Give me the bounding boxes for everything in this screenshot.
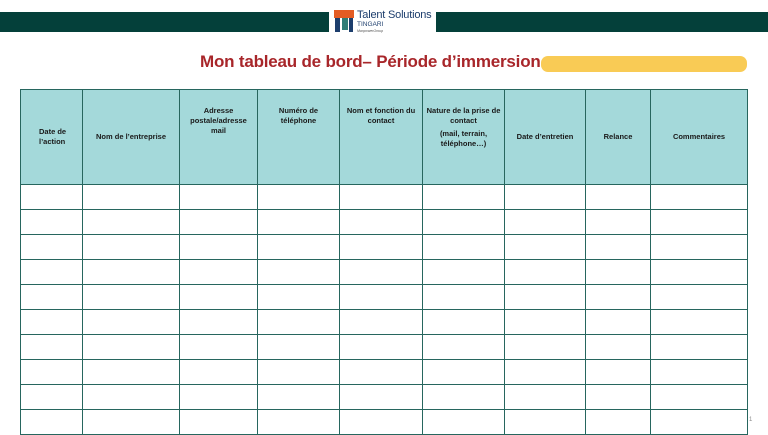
table-cell[interactable] [651,285,748,310]
column-header: Adresse postale/adresse mail [180,90,258,185]
table-cell[interactable] [423,310,505,335]
table-cell[interactable] [651,235,748,260]
table-cell[interactable] [651,185,748,210]
table-cell[interactable] [586,210,651,235]
table-cell[interactable] [180,385,258,410]
table-cell[interactable] [340,260,423,285]
table-cell[interactable] [340,210,423,235]
table-cell[interactable] [83,310,180,335]
table-cell[interactable] [21,260,83,285]
table-cell[interactable] [258,385,340,410]
logo-parent: ManpowerGroup [357,29,384,33]
column-header: Date de l’action [21,90,83,185]
table-row [21,360,748,385]
table-cell[interactable] [651,360,748,385]
header-bar-left [0,12,329,32]
table-cell[interactable] [586,185,651,210]
table-cell[interactable] [21,335,83,360]
table-cell[interactable] [83,335,180,360]
table-row [21,260,748,285]
table-cell[interactable] [83,185,180,210]
table-row [21,310,748,335]
table-cell[interactable] [586,335,651,360]
table-cell[interactable] [258,235,340,260]
table-cell[interactable] [83,235,180,260]
table-cell[interactable] [505,360,586,385]
column-header: Nature de la prise de contact (mail, terrain, téléphone…) [423,90,505,185]
table-cell[interactable] [651,260,748,285]
table-cell[interactable] [340,185,423,210]
table-cell[interactable] [21,285,83,310]
table-cell[interactable] [21,210,83,235]
table-cell[interactable] [505,335,586,360]
table-cell[interactable] [258,410,340,435]
table-cell[interactable] [651,335,748,360]
table-cell[interactable] [340,360,423,385]
table-cell[interactable] [505,210,586,235]
table-cell[interactable] [586,385,651,410]
table-cell[interactable] [83,260,180,285]
table-cell[interactable] [423,360,505,385]
table-cell[interactable] [258,335,340,360]
table-header-row [21,90,748,185]
column-header: Commentaires [651,90,748,185]
table-cell[interactable] [505,310,586,335]
table-cell[interactable] [180,410,258,435]
table-cell[interactable] [423,235,505,260]
table-cell[interactable] [423,210,505,235]
table-cell[interactable] [423,410,505,435]
talent-solutions-logo-icon [334,10,354,32]
table-cell[interactable] [586,310,651,335]
table-cell[interactable] [258,210,340,235]
table-cell[interactable] [258,185,340,210]
table-cell[interactable] [340,335,423,360]
page-number: 1 [749,417,753,423]
table-cell[interactable] [505,410,586,435]
table-cell[interactable] [180,285,258,310]
table-row [21,385,748,410]
table-cell[interactable] [340,310,423,335]
table-row [21,285,748,310]
header-bar-right [436,12,768,32]
table-cell[interactable] [83,285,180,310]
table-cell[interactable] [586,235,651,260]
table-row [21,410,748,435]
table-cell[interactable] [340,235,423,260]
table-cell[interactable] [586,285,651,310]
column-header: Date d’entretien [505,90,586,185]
table-cell[interactable] [180,210,258,235]
table-cell[interactable] [83,385,180,410]
table-cell[interactable] [340,410,423,435]
table-cell[interactable] [21,310,83,335]
table-cell[interactable] [505,235,586,260]
table-cell[interactable] [83,410,180,435]
table-cell[interactable] [21,185,83,210]
table-cell[interactable] [258,360,340,385]
table-cell[interactable] [340,285,423,310]
table-cell[interactable] [505,285,586,310]
table-cell[interactable] [586,410,651,435]
table-cell[interactable] [258,260,340,285]
table-cell[interactable] [21,385,83,410]
table-cell[interactable] [423,285,505,310]
table-cell[interactable] [505,260,586,285]
table-row [21,235,748,260]
contacts-table [20,89,748,435]
table-cell[interactable] [586,360,651,385]
table-cell[interactable] [180,235,258,260]
table-cell[interactable] [180,335,258,360]
table-cell[interactable] [423,185,505,210]
column-header: Nom de l’entreprise [83,90,180,185]
table-cell[interactable] [180,310,258,335]
table-cell[interactable] [586,260,651,285]
logo-subbrand: TINGARI [357,21,384,28]
column-header: Numéro de téléphone [258,90,340,185]
table-cell[interactable] [258,310,340,335]
name-highlight-field[interactable] [541,56,747,72]
table-row [21,185,748,210]
table-cell[interactable] [258,285,340,310]
table-cell[interactable] [21,360,83,385]
table-cell[interactable] [21,235,83,260]
table-cell[interactable] [83,210,180,235]
table-cell[interactable] [180,260,258,285]
column-header: Nom et fonction du contact [340,90,423,185]
company-logo [334,9,434,37]
column-header: Relance [586,90,651,185]
table-cell[interactable] [651,310,748,335]
table-cell[interactable] [180,360,258,385]
page-title: Mon tableau de bord– Période d’immersion [200,52,541,71]
table-row [21,210,748,235]
table-cell[interactable] [651,385,748,410]
table-cell[interactable] [423,385,505,410]
table-cell[interactable] [651,210,748,235]
table-cell[interactable] [505,185,586,210]
table-cell[interactable] [423,335,505,360]
table-cell[interactable] [651,410,748,435]
table-cell[interactable] [21,410,83,435]
table-cell[interactable] [423,260,505,285]
logo-brand: Talent Solutions [357,9,432,21]
table-cell[interactable] [83,360,180,385]
table-cell[interactable] [180,185,258,210]
table-cell[interactable] [340,385,423,410]
table-row [21,335,748,360]
table-cell[interactable] [505,385,586,410]
